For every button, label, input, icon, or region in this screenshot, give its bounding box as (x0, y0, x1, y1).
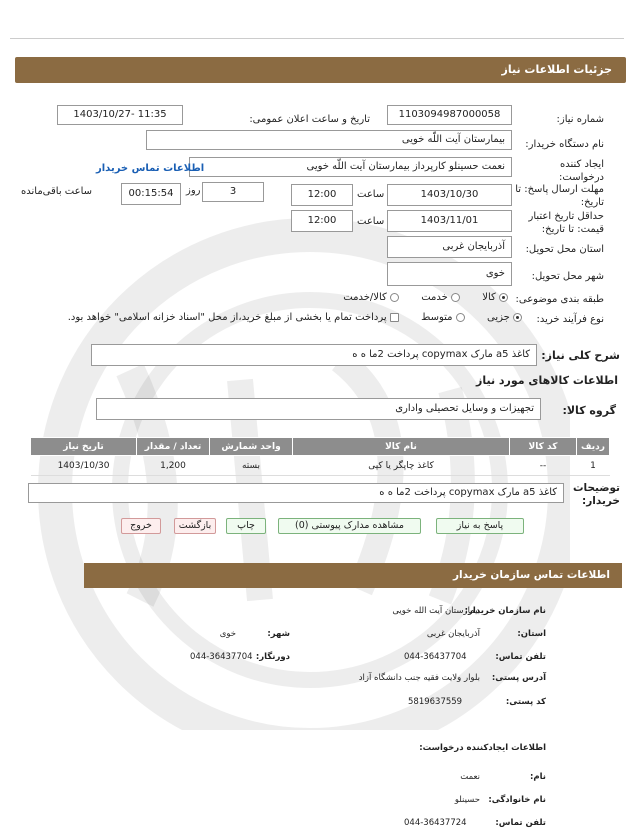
deadline-time-field: 12:00 (291, 184, 353, 206)
creator-family-label: نام خانوادگی: (488, 795, 546, 805)
reply-button[interactable]: پاسخ به نیاز (436, 518, 524, 534)
col-name: نام کالا (293, 438, 510, 456)
purchase-minor-radio[interactable] (513, 313, 522, 322)
creator-name-label: نام: (529, 772, 546, 782)
contact-province-value: آذربایجان غربی (426, 629, 480, 639)
summary-field: کاغذ a5 مارک copymax پرداخت 2ما ه ه (91, 344, 537, 366)
announce-label: تاریخ و ساعت اعلان عمومی: (249, 114, 370, 125)
validity-time-label: ساعت (357, 216, 385, 227)
back-button[interactable]: بازگشت (174, 518, 216, 534)
goods-group-label: گروه کالا: (562, 404, 616, 417)
contact-header (84, 563, 622, 588)
category-label: طبقه بندی موضوعی: (515, 294, 604, 305)
col-code: کد کالا (510, 438, 577, 456)
org-name-label: نام سازمان خریدار: (464, 606, 546, 616)
contact-city-label: شهر: (267, 629, 290, 639)
summary-label: شرح کلی نیاز: (541, 349, 620, 362)
category-goods-label: کالا (482, 292, 496, 303)
deadline-date-field: 1403/10/30 (387, 184, 512, 206)
need-number-field: 1103094987000058 (387, 105, 512, 125)
validity-label: حداقل تاریخ اعتبار قیمت: تا تاریخ: (528, 211, 604, 235)
category-both-label: کالا/خدمت (343, 292, 387, 303)
col-index: ردیف (577, 438, 610, 456)
postal-code-label: کد پستی: (505, 697, 546, 707)
row-code: -- (510, 456, 577, 476)
creator-family-value: حسینلو (454, 795, 480, 805)
contact-city-value: خوی (219, 629, 236, 639)
row-index: 1 (577, 456, 610, 476)
buyer-contact-link[interactable]: اطلاعات تماس خریدار (96, 163, 205, 174)
top-divider (10, 38, 624, 39)
category-service-radio[interactable] (451, 293, 460, 302)
category-service-label: خدمت (421, 292, 448, 303)
exit-button[interactable]: خروج (121, 518, 161, 534)
table-row (31, 456, 610, 476)
col-unit: واحد شمارش (210, 438, 293, 456)
deadline-time-label: ساعت (357, 189, 385, 200)
contact-province-label: استان: (517, 629, 546, 639)
creator-name-value: نعمت (460, 772, 480, 782)
creator-label: ایجاد کننده درخواست: (559, 159, 604, 183)
purchase-medium-radio[interactable] (456, 313, 465, 322)
need-number-label: شماره نیاز: (556, 114, 604, 125)
city-field: خوی (387, 262, 512, 286)
contact-phone-label: تلفن تماس: (495, 652, 546, 662)
validity-time-field: 12:00 (291, 210, 353, 232)
contact-title: اطلاعات تماس سازمان خریدار (453, 569, 610, 581)
postal-code-value: 5819637559 (408, 697, 463, 707)
purchase-medium-label: متوسط (421, 312, 453, 323)
treasury-note: پرداخت تمام یا بخشی از مبلغ خرید،از محل "اسناد خزانه اسلامی" خواهد بود. (67, 312, 387, 323)
goods-table (30, 437, 610, 476)
purchase-minor-label: جزیی (486, 312, 510, 323)
col-date: تاریخ نیاز (31, 438, 137, 456)
creator-phone-label: تلفن تماس: (495, 818, 546, 828)
goods-group-field: تجهیزات و وسایل تحصیلی واداری (96, 398, 541, 420)
col-qty: تعداد / مقدار (137, 438, 210, 456)
province-label: استان محل تحویل: (525, 244, 604, 255)
goods-title: اطلاعات کالاهای مورد نیاز (476, 374, 618, 387)
city-label: شهر محل تحویل: (531, 271, 604, 282)
page-title: جزئیات اطلاعات نیاز (501, 63, 612, 76)
province-field: آذربایجان غربی (387, 236, 512, 258)
row-unit: بسته (210, 456, 293, 476)
day-label: روز (186, 185, 201, 196)
address-value: بلوار ولایت فقیه جنب دانشگاه آزاد (358, 673, 480, 683)
category-goods-radio[interactable] (499, 293, 508, 302)
org-name-value: بیمارستان آیت الله خویی (392, 606, 480, 616)
view-attachments-button[interactable]: مشاهده مدارک پیوستی (0) (278, 518, 421, 534)
category-both-radio[interactable] (390, 293, 399, 302)
contact-phone-value: 044-36437704 (404, 652, 467, 662)
row-name: کاغذ چاپگر یا کپی (293, 456, 510, 476)
buyer-notes-field: کاغذ a5 مارک copymax پرداخت 2ما ه ه (28, 483, 564, 503)
days-field: 3 (202, 182, 264, 202)
print-button[interactable]: چاپ (226, 518, 266, 534)
contact-fax-value: 044-36437704 (190, 652, 253, 662)
page-header (15, 57, 626, 83)
announce-field: 1403/10/27- 11:35 (57, 105, 183, 125)
purchase-type-label: نوع فرآیند خرید: (536, 314, 604, 325)
creator-field: نعمت حسینلو کارپرداز بیمارستان آیت اللّه خویی (189, 157, 512, 177)
buyer-label: نام دستگاه خریدار: (525, 139, 604, 150)
remaining-label: ساعت باقی‌مانده (21, 186, 93, 197)
row-date: 1403/10/30 (31, 456, 137, 476)
contact-fax-label: دورنگار: (255, 652, 290, 662)
remaining-time-field: 00:15:54 (121, 183, 181, 205)
validity-date-field: 1403/11/01 (387, 210, 512, 232)
creator-section-title: اطلاعات ایجادکننده درخواست: (419, 743, 546, 753)
buyer-field: بیمارستان آیت اللّه خویی (146, 130, 512, 150)
treasury-checkbox[interactable] (390, 313, 399, 322)
creator-phone-value: 044-36437724 (404, 818, 467, 828)
buyer-notes-label: توضیحات خریدار: (572, 482, 620, 507)
deadline-label: مهلت ارسال پاسخ: تا تاریخ: (515, 184, 604, 208)
address-label: آدرس پستی: (491, 673, 546, 683)
row-qty: 1,200 (137, 456, 210, 476)
